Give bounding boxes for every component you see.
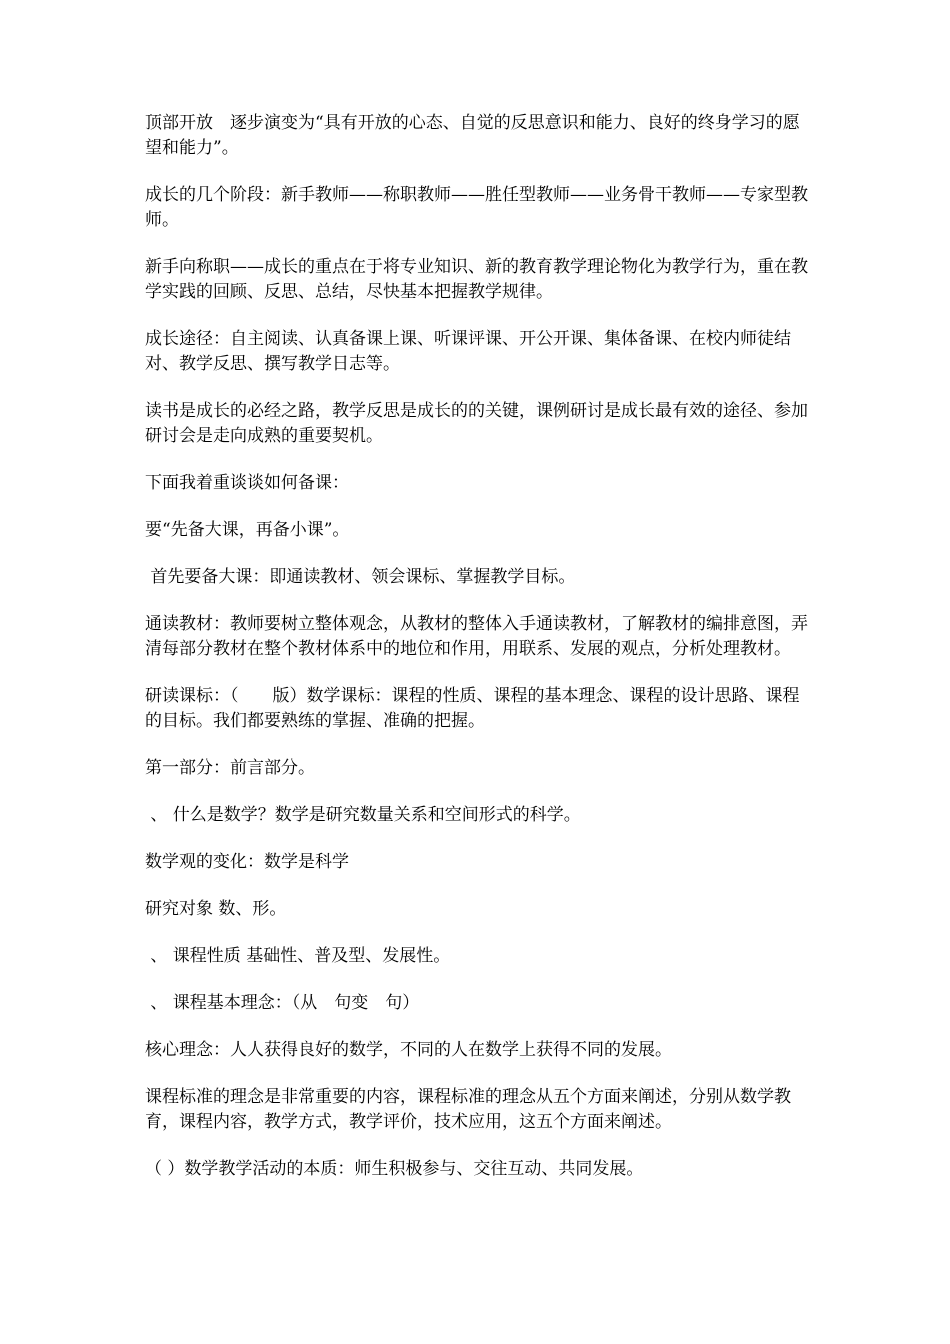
paragraph-10: 研读课标：（ 版）数学课标：课程的性质、课程的基本理念、课程的设计思路、课程的目标。我们都要熟练的掌握、准确的把握。 xyxy=(145,686,800,731)
paragraph-17: 核心理念：人人获得良好的数学，不同的人在数学上获得不同的发展。 xyxy=(145,1040,672,1060)
paragraph-11: 第一部分：前言部分。 xyxy=(145,758,315,778)
paragraph-6: 下面我着重谈谈如何备课： xyxy=(145,473,349,493)
paragraph-5: 读书是成长的必经之路，教学反思是成长的的关键，课例研讨是成长最有效的途径、参加研讨会是走向成熟的重要契机。 xyxy=(145,401,808,446)
paragraph-8: 首先要备大课：即通读教材、领会课标、掌握教学目标。 xyxy=(145,567,576,587)
paragraph-7: 要“先备大课，再备小课”。 xyxy=(145,520,350,540)
paragraph-15: 、 课程性质 基础性、普及型、发展性。 xyxy=(145,946,451,966)
paragraph-18: 课程标准的理念是非常重要的内容，课程标准的理念从五个方面来阐述，分别从数学教育，课程内容，教学方式，教学评价，技术应用，这五个方面来阐述。 xyxy=(145,1087,791,1132)
paragraph-4: 成长途径：自主阅读、认真备课上课、听课评课、开公开课、集体备课、在校内师徒结对、教学反思、撰写教学日志等。 xyxy=(145,329,791,374)
paragraph-19: （ ）数学教学活动的本质：师生积极参与、交往互动、共同发展。 xyxy=(145,1159,644,1179)
paragraph-3: 新手向称职——成长的重点在于将专业知识、新的教育教学理论物化为教学行为，重在教学实践的回顾、反思、总结，尽快基本把握教学规律。 xyxy=(145,257,808,302)
paragraph-2: 成长的几个阶段：新手教师——称职教师——胜任型教师——业务骨干教师——专家型教师。 xyxy=(145,185,808,230)
paragraph-9: 通读教材：教师要树立整体观念，从教材的整体入手通读教材，了解教材的编排意图，弄清每部分教材在整个教材体系中的地位和作用，用联系、发展的观点，分析处理教材。 xyxy=(145,614,808,659)
paragraph-12: 、 什么是数学？数学是研究数量关系和空间形式的科学。 xyxy=(145,805,581,825)
paragraph-1: 顶部开放 逐步演变为“具有开放的心态、自觉的反思意识和能力、良好的终身学习的愿望和能力”。 xyxy=(145,113,800,158)
paragraph-14: 研究对象 数、形。 xyxy=(145,899,287,919)
paragraph-16: 、 课程基本理念：（从 句变 句） xyxy=(145,993,420,1013)
paragraph-13: 数学观的变化：数学是科学 xyxy=(145,852,349,872)
document-body xyxy=(145,111,810,1204)
